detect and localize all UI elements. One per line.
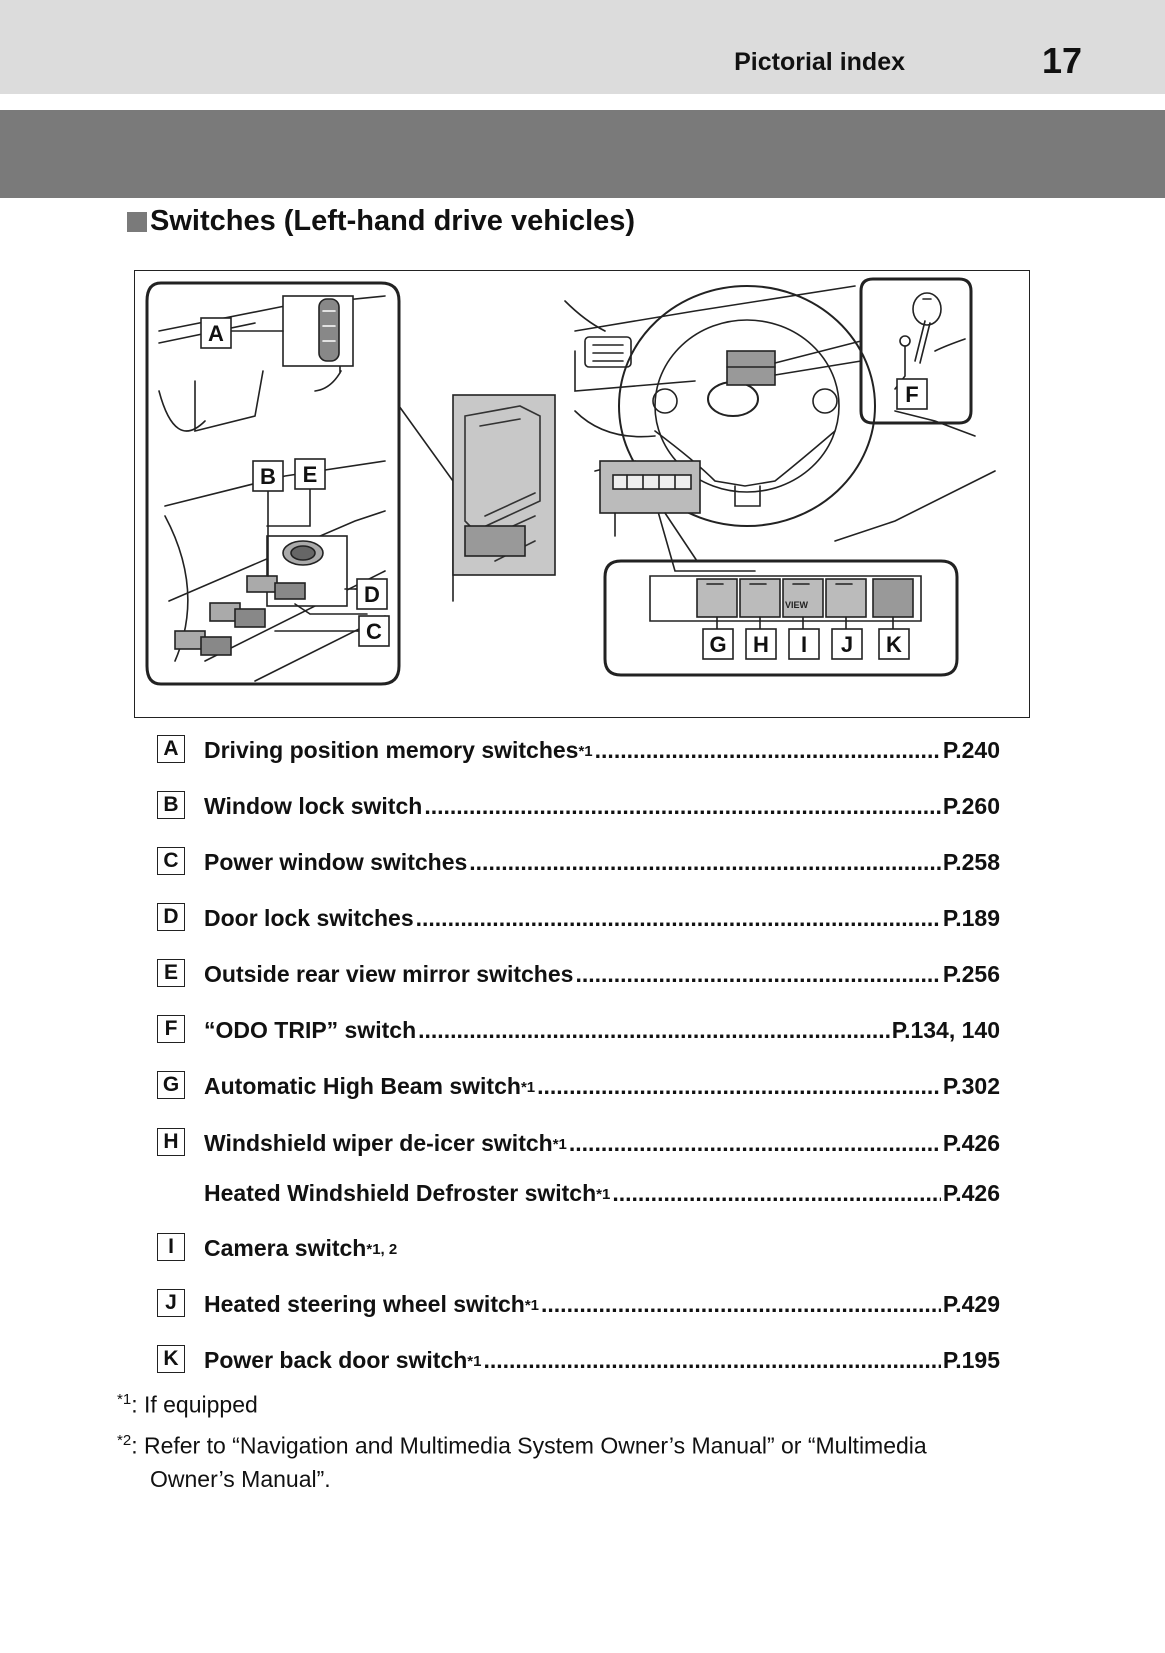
view-label: VIEW — [785, 600, 809, 610]
section-title-text: Switches (Left-hand drive vehicles) — [150, 205, 636, 237]
legend-page: P.240 — [942, 737, 1000, 763]
legend-key: D — [157, 903, 185, 931]
legend-row: A Driving position memory switches $^{*1}$ ..... P.240 — [157, 735, 1000, 769]
legend-page: P.429 — [942, 1291, 1000, 1317]
legend-label: Heated steering wheel switch — [204, 1291, 525, 1317]
callout-f: F — [905, 382, 919, 407]
legend-label: Door lock switches — [204, 905, 414, 931]
legend-page: P.302 — [942, 1073, 1000, 1099]
switches-illustration — [134, 270, 1030, 718]
legend-label: Windshield wiper de-icer switch — [204, 1130, 553, 1156]
center-vent — [585, 337, 631, 367]
legend-key: K — [157, 1345, 185, 1373]
callout-g: G — [709, 632, 727, 657]
footnote-1 — [117, 1391, 258, 1419]
legend-page: P.426 — [942, 1130, 1000, 1156]
legend-row: K Power back door switch $^{*1}$ ..... P.195 — [157, 1345, 1000, 1379]
legend-page: P.426 — [942, 1180, 1000, 1206]
legend-label: Power back door switch — [204, 1347, 468, 1373]
callout-d: D — [364, 582, 380, 607]
meter-display — [727, 351, 775, 385]
legend-key: H — [157, 1128, 185, 1156]
square-bullet-icon — [127, 212, 147, 232]
legend-row — [157, 791, 1000, 825]
footnote-mark: *1 — [117, 1391, 132, 1408]
footnote-mark: *2 — [117, 1432, 132, 1449]
footnote-2 — [117, 1432, 997, 1493]
callout-e: E — [302, 462, 318, 487]
legend-row — [157, 1015, 1000, 1049]
callout-c: C — [366, 619, 382, 644]
legend-label: Heated Windshield Defroster switch — [204, 1180, 597, 1206]
legend-key: J — [157, 1289, 185, 1317]
memory-switch-box — [283, 296, 353, 366]
legend-label: Outside rear view mirror switches — [204, 961, 574, 987]
legend-row: G Automatic High Beam switch $^{*1}$ ..... P.302 — [157, 1071, 1000, 1105]
legend-key: B — [157, 791, 185, 819]
callout-a: A — [208, 321, 224, 346]
legend-key: C — [157, 847, 185, 875]
footnote-text-cont: Owner’s Manual”. — [150, 1465, 331, 1492]
legend-key: I — [157, 1233, 185, 1261]
legend-row — [157, 847, 1000, 881]
callout-b: B — [260, 464, 276, 489]
legend-page: P.258 — [942, 849, 1000, 875]
legend-key: F — [157, 1015, 185, 1043]
callout-j: J — [840, 632, 854, 657]
legend-row: H Windshield wiper de-icer switch $^{*1}$ ..... P.426 — [157, 1128, 1000, 1162]
legend-row: I Camera switch $^{*1, 2}$ — [157, 1233, 1000, 1267]
legend-page: P.256 — [942, 961, 1000, 987]
page-number: 17 — [1042, 40, 1083, 81]
legend-key: G — [157, 1071, 185, 1099]
legend-page: P.260 — [942, 793, 1000, 819]
legend-page: P.189 — [942, 905, 1000, 931]
legend-label: Automatic High Beam switch — [204, 1073, 521, 1099]
legend-row-subentry: Heated Windshield Defroster switch $^{*1}$ ..... P.426 — [157, 1178, 1000, 1212]
legend-key: E — [157, 959, 185, 987]
callout-k: K — [886, 632, 902, 657]
legend-label: Window lock switch — [204, 793, 423, 819]
callout-h: H — [753, 632, 769, 657]
legend-page: P.134, 140 — [891, 1017, 1000, 1043]
legend-label: Power window switches — [204, 849, 468, 875]
callout-i: I — [800, 632, 808, 657]
legend-key: A — [157, 735, 185, 763]
legend-page: P.195 — [942, 1347, 1000, 1373]
switch-k-shape — [873, 579, 913, 617]
chapter-band — [0, 110, 1165, 198]
footnote-text: : If equipped — [131, 1391, 258, 1418]
legend-row — [157, 959, 1000, 993]
header-band — [0, 0, 1165, 94]
header-section-title: Pictorial index — [734, 48, 905, 76]
footnote-text: : Refer to “Navigation and Multimedia System Owner’s Manual” or “Multimedia — [131, 1432, 927, 1459]
legend-label: Driving position memory switches — [204, 737, 579, 763]
interior-drawing — [135, 271, 1028, 716]
section-title — [127, 205, 635, 238]
legend-label: “ODO TRIP” switch — [204, 1017, 417, 1043]
legend-row: J Heated steering wheel switch $^{*1}$ ..... P.429 — [157, 1289, 1000, 1323]
legend-row — [157, 903, 1000, 937]
legend-label: Camera switch — [204, 1235, 367, 1261]
dashboard-lines — [565, 286, 995, 571]
